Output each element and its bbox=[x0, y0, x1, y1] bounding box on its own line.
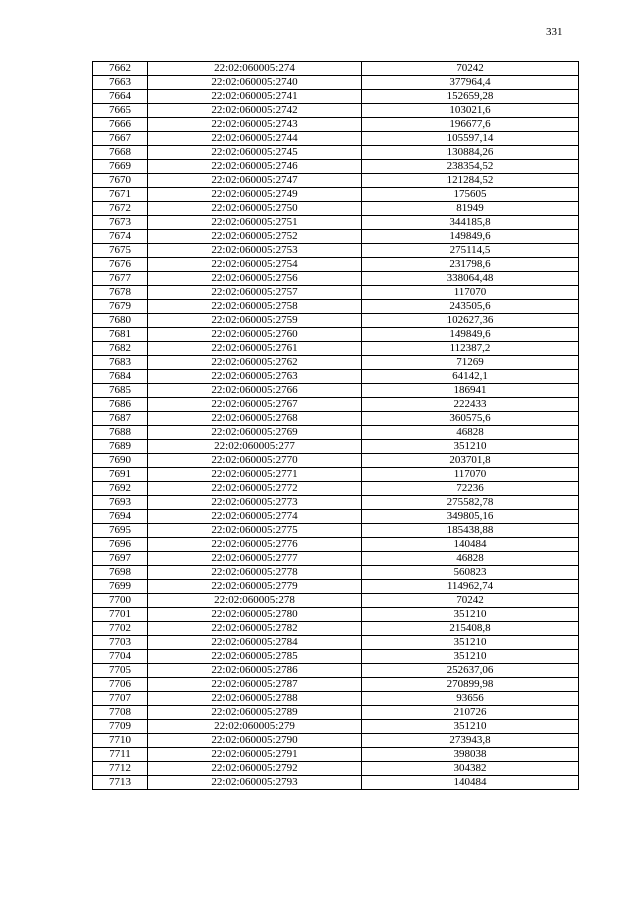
table-row bbox=[93, 174, 579, 188]
cadastral-number-cell: 22:02:060005:2747 bbox=[148, 174, 362, 188]
row-number-cell: 7686 bbox=[93, 398, 148, 412]
value-cell: 231798,6 bbox=[362, 258, 579, 272]
cadastral-number-cell: 22:02:060005:2779 bbox=[148, 580, 362, 594]
table-row bbox=[93, 398, 579, 412]
value-cell: 117070 bbox=[362, 468, 579, 482]
value-cell: 70242 bbox=[362, 62, 579, 76]
table-row bbox=[93, 608, 579, 622]
row-number-cell: 7676 bbox=[93, 258, 148, 272]
row-number-cell: 7693 bbox=[93, 496, 148, 510]
cadastral-number-cell: 22:02:060005:274 bbox=[148, 62, 362, 76]
cadastral-number-cell: 22:02:060005:2788 bbox=[148, 692, 362, 706]
cadastral-number-cell: 22:02:060005:2746 bbox=[148, 160, 362, 174]
row-number-cell: 7675 bbox=[93, 244, 148, 258]
value-cell: 117070 bbox=[362, 286, 579, 300]
value-cell: 243505,6 bbox=[362, 300, 579, 314]
cadastral-number-cell: 22:02:060005:2761 bbox=[148, 342, 362, 356]
table-row bbox=[93, 594, 579, 608]
row-number-cell: 7679 bbox=[93, 300, 148, 314]
value-cell: 238354,52 bbox=[362, 160, 579, 174]
cadastral-number-cell: 22:02:060005:2759 bbox=[148, 314, 362, 328]
cadastral-number-cell: 22:02:060005:2758 bbox=[148, 300, 362, 314]
value-cell: 360575,6 bbox=[362, 412, 579, 426]
row-number-cell: 7670 bbox=[93, 174, 148, 188]
cadastral-number-cell: 22:02:060005:2774 bbox=[148, 510, 362, 524]
table-row bbox=[93, 62, 579, 76]
value-cell: 140484 bbox=[362, 538, 579, 552]
table-row bbox=[93, 580, 579, 594]
table-row bbox=[93, 748, 579, 762]
row-number-cell: 7708 bbox=[93, 706, 148, 720]
row-number-cell: 7690 bbox=[93, 454, 148, 468]
value-cell: 64142,1 bbox=[362, 370, 579, 384]
row-number-cell: 7687 bbox=[93, 412, 148, 426]
table-row bbox=[93, 678, 579, 692]
cadastral-number-cell: 22:02:060005:2753 bbox=[148, 244, 362, 258]
cadastral-number-cell: 22:02:060005:2743 bbox=[148, 118, 362, 132]
cadastral-number-cell: 22:02:060005:2792 bbox=[148, 762, 362, 776]
row-number-cell: 7662 bbox=[93, 62, 148, 76]
row-number-cell: 7691 bbox=[93, 468, 148, 482]
value-cell: 103021,6 bbox=[362, 104, 579, 118]
row-number-cell: 7677 bbox=[93, 272, 148, 286]
table-row bbox=[93, 258, 579, 272]
cadastral-number-cell: 22:02:060005:2763 bbox=[148, 370, 362, 384]
row-number-cell: 7683 bbox=[93, 356, 148, 370]
row-number-cell: 7673 bbox=[93, 216, 148, 230]
table-row bbox=[93, 216, 579, 230]
value-cell: 93656 bbox=[362, 692, 579, 706]
value-cell: 72236 bbox=[362, 482, 579, 496]
cadastral-number-cell: 22:02:060005:2754 bbox=[148, 258, 362, 272]
table-row bbox=[93, 496, 579, 510]
table-row bbox=[93, 776, 579, 790]
row-number-cell: 7689 bbox=[93, 440, 148, 454]
value-cell: 210726 bbox=[362, 706, 579, 720]
value-cell: 270899,98 bbox=[362, 678, 579, 692]
cadastral-number-cell: 22:02:060005:2766 bbox=[148, 384, 362, 398]
value-cell: 351210 bbox=[362, 636, 579, 650]
value-cell: 304382 bbox=[362, 762, 579, 776]
table-row bbox=[93, 706, 579, 720]
table-row bbox=[93, 426, 579, 440]
row-number-cell: 7682 bbox=[93, 342, 148, 356]
cadastral-number-cell: 22:02:060005:2744 bbox=[148, 132, 362, 146]
table-row bbox=[93, 76, 579, 90]
table-row bbox=[93, 636, 579, 650]
table-row bbox=[93, 286, 579, 300]
cadastral-number-cell: 22:02:060005:2793 bbox=[148, 776, 362, 790]
table-row bbox=[93, 384, 579, 398]
value-cell: 196677,6 bbox=[362, 118, 579, 132]
value-cell: 398038 bbox=[362, 748, 579, 762]
table-row bbox=[93, 440, 579, 454]
registry-table bbox=[92, 61, 579, 790]
row-number-cell: 7685 bbox=[93, 384, 148, 398]
table-row bbox=[93, 412, 579, 426]
value-cell: 112387,2 bbox=[362, 342, 579, 356]
cadastral-number-cell: 22:02:060005:2756 bbox=[148, 272, 362, 286]
cadastral-number-cell: 22:02:060005:279 bbox=[148, 720, 362, 734]
value-cell: 560823 bbox=[362, 566, 579, 580]
value-cell: 273943,8 bbox=[362, 734, 579, 748]
value-cell: 252637,06 bbox=[362, 664, 579, 678]
table-row bbox=[93, 202, 579, 216]
cadastral-number-cell: 22:02:060005:2768 bbox=[148, 412, 362, 426]
cadastral-number-cell: 22:02:060005:2749 bbox=[148, 188, 362, 202]
table-row bbox=[93, 188, 579, 202]
table-row bbox=[93, 524, 579, 538]
row-number-cell: 7694 bbox=[93, 510, 148, 524]
row-number-cell: 7705 bbox=[93, 664, 148, 678]
table-row bbox=[93, 664, 579, 678]
cadastral-number-cell: 22:02:060005:2782 bbox=[148, 622, 362, 636]
row-number-cell: 7665 bbox=[93, 104, 148, 118]
cadastral-number-cell: 22:02:060005:277 bbox=[148, 440, 362, 454]
table-row bbox=[93, 650, 579, 664]
table-row bbox=[93, 370, 579, 384]
cadastral-number-cell: 22:02:060005:278 bbox=[148, 594, 362, 608]
cadastral-number-cell: 22:02:060005:2777 bbox=[148, 552, 362, 566]
registry-table-body bbox=[93, 62, 579, 790]
value-cell: 70242 bbox=[362, 594, 579, 608]
value-cell: 275582,78 bbox=[362, 496, 579, 510]
value-cell: 338064,48 bbox=[362, 272, 579, 286]
cadastral-number-cell: 22:02:060005:2773 bbox=[148, 496, 362, 510]
row-number-cell: 7700 bbox=[93, 594, 148, 608]
cadastral-number-cell: 22:02:060005:2776 bbox=[148, 538, 362, 552]
table-row bbox=[93, 328, 579, 342]
value-cell: 149849,6 bbox=[362, 328, 579, 342]
value-cell: 46828 bbox=[362, 426, 579, 440]
row-number-cell: 7681 bbox=[93, 328, 148, 342]
table-row bbox=[93, 342, 579, 356]
table-row bbox=[93, 692, 579, 706]
value-cell: 46828 bbox=[362, 552, 579, 566]
value-cell: 215408,8 bbox=[362, 622, 579, 636]
cadastral-number-cell: 22:02:060005:2745 bbox=[148, 146, 362, 160]
value-cell: 203701,8 bbox=[362, 454, 579, 468]
row-number-cell: 7713 bbox=[93, 776, 148, 790]
row-number-cell: 7669 bbox=[93, 160, 148, 174]
table-row bbox=[93, 118, 579, 132]
table-row bbox=[93, 160, 579, 174]
row-number-cell: 7678 bbox=[93, 286, 148, 300]
cadastral-number-cell: 22:02:060005:2770 bbox=[148, 454, 362, 468]
row-number-cell: 7703 bbox=[93, 636, 148, 650]
cadastral-number-cell: 22:02:060005:2772 bbox=[148, 482, 362, 496]
cadastral-number-cell: 22:02:060005:2762 bbox=[148, 356, 362, 370]
row-number-cell: 7684 bbox=[93, 370, 148, 384]
cadastral-number-cell: 22:02:060005:2740 bbox=[148, 76, 362, 90]
table-row bbox=[93, 734, 579, 748]
row-number-cell: 7698 bbox=[93, 566, 148, 580]
cadastral-number-cell: 22:02:060005:2771 bbox=[148, 468, 362, 482]
value-cell: 149849,6 bbox=[362, 230, 579, 244]
cadastral-number-cell: 22:02:060005:2785 bbox=[148, 650, 362, 664]
row-number-cell: 7680 bbox=[93, 314, 148, 328]
cadastral-number-cell: 22:02:060005:2778 bbox=[148, 566, 362, 580]
cadastral-number-cell: 22:02:060005:2775 bbox=[148, 524, 362, 538]
table-row bbox=[93, 622, 579, 636]
value-cell: 351210 bbox=[362, 650, 579, 664]
cadastral-number-cell: 22:02:060005:2784 bbox=[148, 636, 362, 650]
table-row bbox=[93, 300, 579, 314]
cadastral-number-cell: 22:02:060005:2786 bbox=[148, 664, 362, 678]
table-row bbox=[93, 454, 579, 468]
table-row bbox=[93, 482, 579, 496]
cadastral-number-cell: 22:02:060005:2757 bbox=[148, 286, 362, 300]
value-cell: 351210 bbox=[362, 720, 579, 734]
row-number-cell: 7671 bbox=[93, 188, 148, 202]
cadastral-number-cell: 22:02:060005:2741 bbox=[148, 90, 362, 104]
value-cell: 81949 bbox=[362, 202, 579, 216]
cadastral-number-cell: 22:02:060005:2760 bbox=[148, 328, 362, 342]
row-number-cell: 7672 bbox=[93, 202, 148, 216]
value-cell: 349805,16 bbox=[362, 510, 579, 524]
cadastral-number-cell: 22:02:060005:2790 bbox=[148, 734, 362, 748]
table-row bbox=[93, 566, 579, 580]
table-row bbox=[93, 314, 579, 328]
cadastral-number-cell: 22:02:060005:2752 bbox=[148, 230, 362, 244]
row-number-cell: 7695 bbox=[93, 524, 148, 538]
cadastral-number-cell: 22:02:060005:2789 bbox=[148, 706, 362, 720]
value-cell: 102627,36 bbox=[362, 314, 579, 328]
table-row bbox=[93, 510, 579, 524]
row-number-cell: 7699 bbox=[93, 580, 148, 594]
table-row bbox=[93, 552, 579, 566]
cadastral-number-cell: 22:02:060005:2767 bbox=[148, 398, 362, 412]
row-number-cell: 7692 bbox=[93, 482, 148, 496]
value-cell: 377964,4 bbox=[362, 76, 579, 90]
value-cell: 105597,14 bbox=[362, 132, 579, 146]
table-row bbox=[93, 720, 579, 734]
cadastral-number-cell: 22:02:060005:2791 bbox=[148, 748, 362, 762]
table-row bbox=[93, 146, 579, 160]
row-number-cell: 7706 bbox=[93, 678, 148, 692]
row-number-cell: 7664 bbox=[93, 90, 148, 104]
value-cell: 114962,74 bbox=[362, 580, 579, 594]
value-cell: 185438,88 bbox=[362, 524, 579, 538]
cadastral-number-cell: 22:02:060005:2742 bbox=[148, 104, 362, 118]
row-number-cell: 7688 bbox=[93, 426, 148, 440]
table-row bbox=[93, 356, 579, 370]
row-number-cell: 7666 bbox=[93, 118, 148, 132]
row-number-cell: 7711 bbox=[93, 748, 148, 762]
row-number-cell: 7696 bbox=[93, 538, 148, 552]
row-number-cell: 7710 bbox=[93, 734, 148, 748]
row-number-cell: 7701 bbox=[93, 608, 148, 622]
table-row bbox=[93, 132, 579, 146]
value-cell: 351210 bbox=[362, 608, 579, 622]
row-number-cell: 7712 bbox=[93, 762, 148, 776]
row-number-cell: 7707 bbox=[93, 692, 148, 706]
value-cell: 140484 bbox=[362, 776, 579, 790]
page-number: 331 bbox=[546, 26, 563, 38]
table-row bbox=[93, 468, 579, 482]
value-cell: 121284,52 bbox=[362, 174, 579, 188]
row-number-cell: 7668 bbox=[93, 146, 148, 160]
value-cell: 351210 bbox=[362, 440, 579, 454]
table-row bbox=[93, 538, 579, 552]
cadastral-number-cell: 22:02:060005:2780 bbox=[148, 608, 362, 622]
value-cell: 222433 bbox=[362, 398, 579, 412]
table-row bbox=[93, 762, 579, 776]
row-number-cell: 7663 bbox=[93, 76, 148, 90]
table-row bbox=[93, 244, 579, 258]
row-number-cell: 7702 bbox=[93, 622, 148, 636]
table-row bbox=[93, 90, 579, 104]
value-cell: 71269 bbox=[362, 356, 579, 370]
value-cell: 275114,5 bbox=[362, 244, 579, 258]
table-row bbox=[93, 104, 579, 118]
cadastral-number-cell: 22:02:060005:2751 bbox=[148, 216, 362, 230]
row-number-cell: 7674 bbox=[93, 230, 148, 244]
cadastral-number-cell: 22:02:060005:2750 bbox=[148, 202, 362, 216]
value-cell: 186941 bbox=[362, 384, 579, 398]
row-number-cell: 7667 bbox=[93, 132, 148, 146]
cadastral-number-cell: 22:02:060005:2787 bbox=[148, 678, 362, 692]
table-row bbox=[93, 272, 579, 286]
value-cell: 130884,26 bbox=[362, 146, 579, 160]
table-row bbox=[93, 230, 579, 244]
row-number-cell: 7697 bbox=[93, 552, 148, 566]
value-cell: 175605 bbox=[362, 188, 579, 202]
value-cell: 152659,28 bbox=[362, 90, 579, 104]
row-number-cell: 7704 bbox=[93, 650, 148, 664]
cadastral-number-cell: 22:02:060005:2769 bbox=[148, 426, 362, 440]
row-number-cell: 7709 bbox=[93, 720, 148, 734]
value-cell: 344185,8 bbox=[362, 216, 579, 230]
